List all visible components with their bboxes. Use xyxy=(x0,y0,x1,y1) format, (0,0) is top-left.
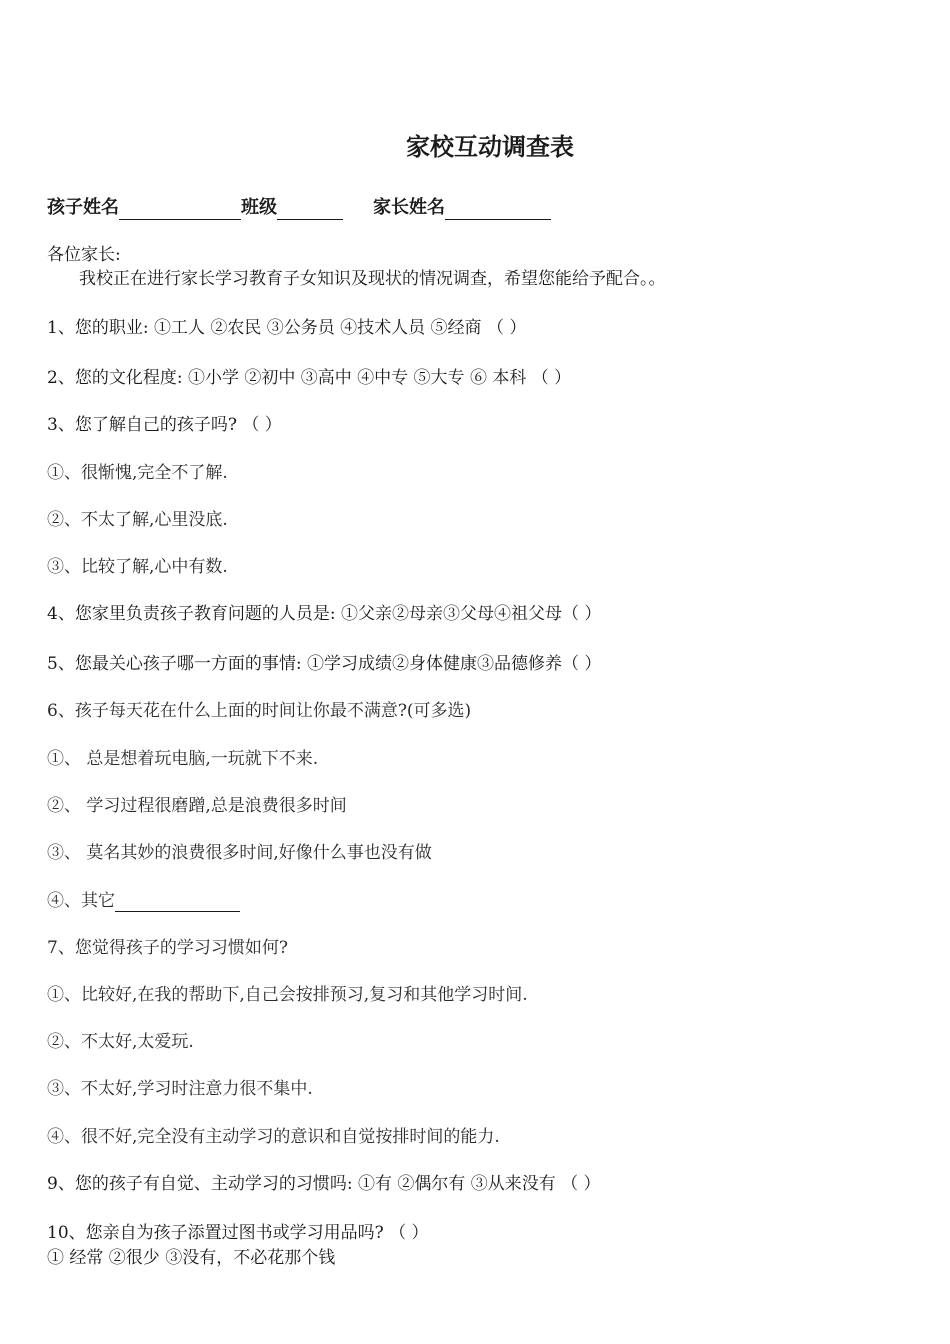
q6-option-1: ①、 总是想着玩电脑,一玩就下不来. xyxy=(47,749,319,769)
question-10: 10、您亲自为孩子添置过图书或学习用品吗? （ ） xyxy=(47,1223,429,1243)
parent-name-field[interactable] xyxy=(445,199,551,220)
q3-option-2: ②、不太了解,心里没底. xyxy=(47,510,228,530)
child-name-field[interactable] xyxy=(119,199,241,220)
q7-option-1: ①、比较好,在我的帮助下,自己会按排预习,复习和其他学习时间. xyxy=(47,985,528,1005)
class-label: 班级 xyxy=(241,197,277,218)
question-4: 4、您家里负责孩子教育问题的人员是: ①父亲②母亲③父母④祖父母（ ） xyxy=(47,604,602,624)
q3-option-1: ①、很惭愧,完全不了解. xyxy=(47,463,228,483)
question-5: 5、您最关心孩子哪一方面的事情: ①学习成绩②身体健康③品德修养（ ） xyxy=(47,654,602,674)
class-field[interactable] xyxy=(277,199,343,220)
q6-option-3: ③、 莫名其妙的浪费很多时间,好像什么事也没有做 xyxy=(47,843,432,863)
parent-name-label: 家长姓名 xyxy=(373,197,445,218)
question-3: 3、您了解自己的孩子吗? （ ） xyxy=(47,415,282,435)
q7-option-2: ②、不太好,太爱玩. xyxy=(47,1032,194,1052)
question-7: 7、您觉得孩子的学习习惯如何? xyxy=(47,938,288,958)
q7-option-4: ④、很不好,完全没有主动学习的意识和自觉按排时间的能力. xyxy=(47,1127,500,1147)
question-9: 9、您的孩子有自觉、主动学习的习惯吗: ①有 ②偶尔有 ③从来没有 （ ） xyxy=(47,1174,601,1194)
q6-option-4 xyxy=(47,890,240,912)
page-title: 家校互动调查表 xyxy=(406,133,574,161)
question-1: 1、您的职业: ①工人 ②农民 ③公务员 ④技术人员 ⑤经商 （ ） xyxy=(47,318,527,338)
intro-text: 我校正在进行家长学习教育子女知识及现状的情况调查，希望您能给予配合。。 xyxy=(79,269,666,289)
child-name-label: 孩子姓名 xyxy=(47,197,119,218)
q6-option-2: ②、 学习过程很磨蹭,总是浪费很多时间 xyxy=(47,796,347,816)
info-row xyxy=(47,196,551,220)
q3-option-3: ③、比较了解,心中有数. xyxy=(47,557,228,577)
question-2: 2、您的文化程度: ①小学 ②初中 ③高中 ④中专 ⑤大专 ⑥ 本科 （ ） xyxy=(47,368,572,388)
q6-option-4-label: ④、其它 xyxy=(47,891,115,911)
greeting: 各位家长: xyxy=(47,245,121,265)
q10-options: ① 经常 ②很少 ③没有，不必花那个钱 xyxy=(47,1248,336,1268)
q7-option-3: ③、不太好,学习时注意力很不集中. xyxy=(47,1079,313,1099)
question-6: 6、孩子每天花在什么上面的时间让你最不满意?(可多选) xyxy=(47,701,472,721)
q6-other-field[interactable] xyxy=(115,893,240,912)
